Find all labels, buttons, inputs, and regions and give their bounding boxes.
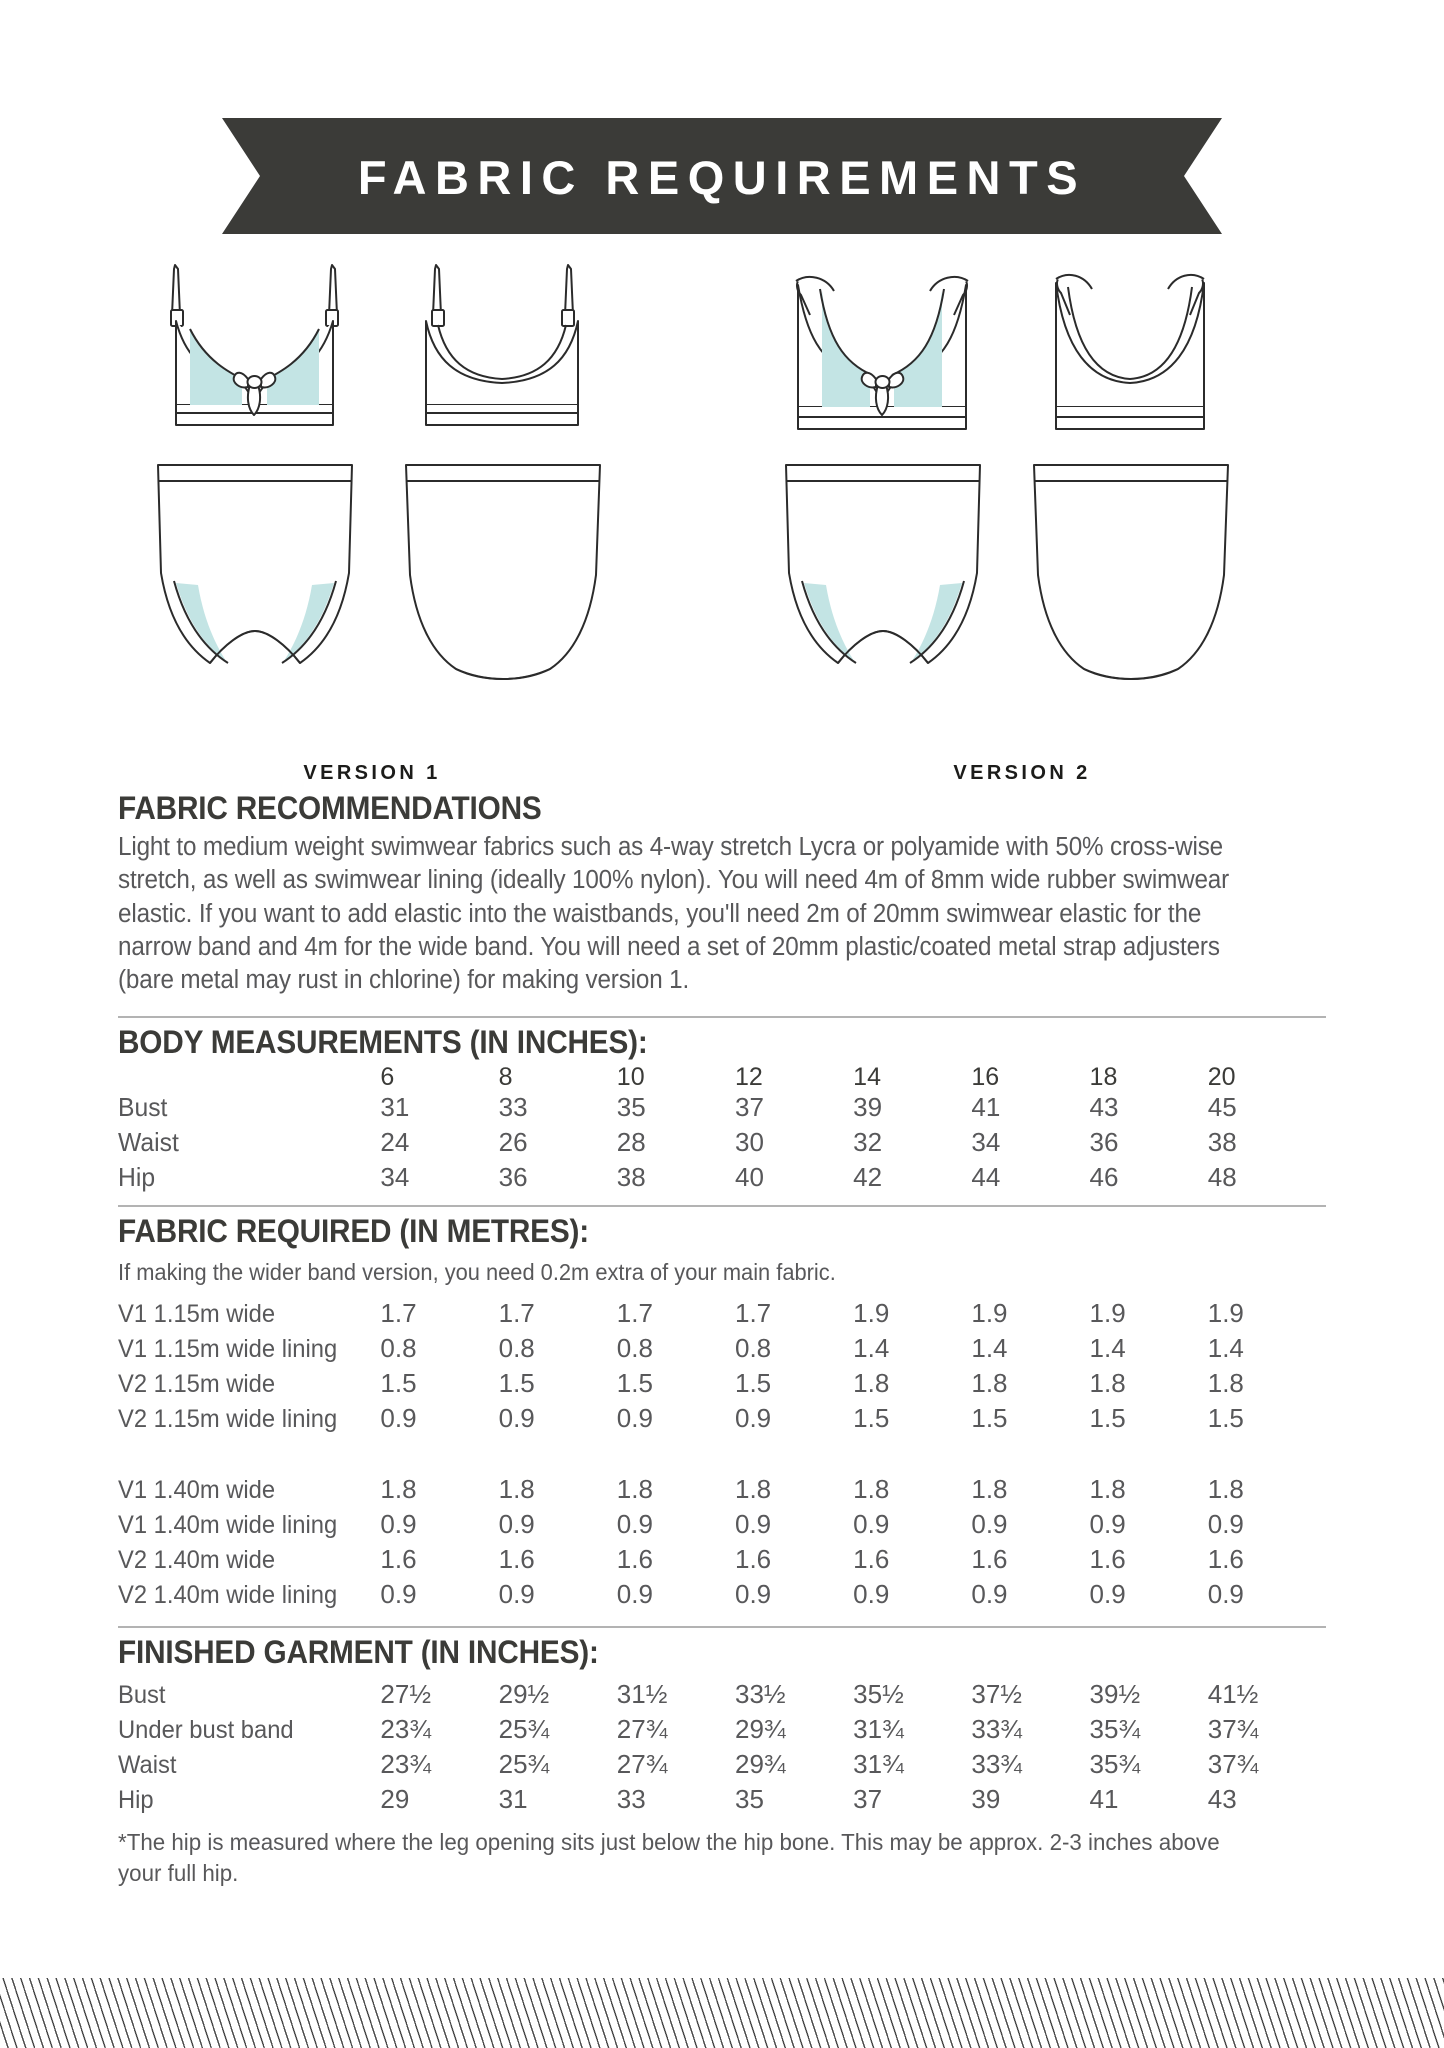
finished-garment-table: [118, 1679, 1326, 1819]
cell-value: 1.7: [380, 1298, 417, 1329]
size-header-blank: [118, 1063, 380, 1092]
fabric-recommendations-body: Light to medium weight swimwear fabrics such as 4-way stretch Lycra or polyamide with 50% cross-wise stretch, as well as swimwear lining (ideally 100% nylon). You will need 4m of 8mm wide rubber swimwear elastic. If you want to add elastic into the waistbands, you'll need 2m of 20mm swimwear elastic for the narrow band and 4m for the wide band. You will need a set of 20mm plastic/coated metal strap adjusters (bare metal may rust in chlorine) for making version 1.: [118, 832, 1230, 995]
cell-value: 37¾: [1207, 1749, 1259, 1780]
cell-value: 1.4: [1089, 1333, 1126, 1364]
cell-value: 42: [853, 1161, 883, 1192]
hip-measurement-footnote: *The hip is measured where the leg opening sits just below the hip bone. This may be approx. 2-3 inches above your full hip.: [118, 1829, 1220, 1886]
cell-value: 0.9: [1089, 1509, 1126, 1540]
cell-value: 43: [1089, 1091, 1119, 1122]
cell-value: 39: [853, 1091, 883, 1122]
cell-value: 27¾: [616, 1714, 668, 1745]
fabric-recommendations-heading: FABRIC RECOMMENDATIONS: [118, 790, 542, 826]
cell-value: 1.5: [380, 1368, 417, 1399]
cell-value: 29¾: [734, 1714, 786, 1745]
page-title: FABRIC REQUIREMENTS: [357, 150, 1087, 204]
row-label: V1 1.15m wide: [118, 1300, 276, 1329]
cell-value: 35½: [853, 1679, 904, 1710]
cell-value: 0.9: [498, 1403, 535, 1434]
row-label: V1 1.15m wide lining: [118, 1335, 338, 1364]
cell-value: 41½: [1207, 1679, 1259, 1710]
table-row: [118, 1403, 1326, 1438]
cell-value: 1.4: [853, 1333, 890, 1364]
table-row: [118, 1092, 1326, 1127]
fabric-required-note: If making the wider band version, you need 0.2m extra of your main fabric.: [118, 1259, 836, 1286]
cell-value: 41: [1089, 1784, 1119, 1815]
cell-value: 1.5: [616, 1368, 653, 1399]
cell-value: 0.9: [498, 1579, 535, 1610]
cell-value: 0.9: [616, 1579, 653, 1610]
cell-value: 1.9: [853, 1298, 890, 1329]
table-header-row: [118, 1063, 1326, 1092]
divider-above-body-measurements: [118, 1016, 1326, 1018]
cell-value: 1.5: [853, 1403, 890, 1434]
cell-value: 36: [498, 1161, 528, 1192]
cell-value: 48: [1207, 1161, 1237, 1192]
cell-value: 1.8: [853, 1368, 890, 1399]
cell-value: 38: [616, 1161, 646, 1192]
cell-value: 0.9: [853, 1509, 890, 1540]
version2-top-front-illustration: [758, 255, 1008, 455]
cell-value: 1.7: [616, 1298, 653, 1329]
table-row: [118, 1474, 1326, 1509]
cell-value: 0.8: [498, 1333, 535, 1364]
cell-value: 30: [734, 1126, 764, 1157]
row-label: V2 1.15m wide lining: [118, 1405, 338, 1434]
cell-value: 43: [1207, 1784, 1237, 1815]
cell-value: 1.8: [1207, 1474, 1244, 1505]
cell-value: 1.6: [1207, 1544, 1244, 1575]
cell-value: 1.6: [734, 1544, 772, 1575]
cell-value: 0.9: [1089, 1579, 1126, 1610]
cell-value: 1.8: [1207, 1368, 1244, 1399]
version1-top-back-illustration: [378, 255, 628, 455]
cell-value: 26: [498, 1126, 528, 1157]
cell-value: 37¾: [1207, 1714, 1259, 1745]
cell-value: 1.6: [1089, 1544, 1126, 1575]
cell-value: 1.8: [380, 1474, 417, 1505]
cell-value: 0.8: [616, 1333, 653, 1364]
cell-value: 1.4: [971, 1333, 1008, 1364]
cell-value: 33: [616, 1784, 646, 1815]
cell-value: 25¾: [498, 1749, 550, 1780]
table-row: [118, 1544, 1326, 1579]
cell-value: 1.8: [971, 1368, 1008, 1399]
cell-value: 29: [380, 1784, 410, 1815]
cell-value: 1.5: [498, 1368, 535, 1399]
cell-value: 35¾: [1089, 1714, 1141, 1745]
cell-value: 35¾: [1089, 1749, 1141, 1780]
cell-value: 1.8: [853, 1474, 890, 1505]
divider-above-fabric-required: [118, 1205, 1326, 1207]
cell-value: 33: [498, 1091, 528, 1122]
cell-value: 34: [380, 1161, 410, 1192]
cell-value: 37½: [971, 1679, 1022, 1710]
cell-value: 37: [853, 1784, 883, 1815]
cell-value: 46: [1089, 1161, 1119, 1192]
cell-value: 0.9: [616, 1509, 653, 1540]
cell-value: 37: [734, 1091, 764, 1122]
row-label: Hip: [118, 1161, 156, 1192]
cell-value: 0.9: [734, 1403, 772, 1434]
cell-value: 33¾: [971, 1714, 1022, 1745]
cell-value: 1.5: [1089, 1403, 1126, 1434]
cell-value: 1.6: [853, 1544, 890, 1575]
cell-value: 1.6: [971, 1544, 1008, 1575]
version1-top-front-illustration: [130, 255, 380, 455]
cell-value: 33½: [734, 1679, 786, 1710]
cell-value: 1.6: [616, 1544, 653, 1575]
cell-value: 44: [971, 1161, 1001, 1192]
version2-bottom-back-illustration: [1006, 455, 1256, 705]
cell-value: 1.8: [734, 1474, 772, 1505]
cell-value: 29¾: [734, 1749, 786, 1780]
cell-value: 0.8: [734, 1333, 772, 1364]
size-header: 16: [971, 1062, 1000, 1091]
cell-value: 33¾: [971, 1749, 1022, 1780]
row-label: Waist: [118, 1751, 177, 1780]
cell-value: 29½: [498, 1679, 550, 1710]
cell-value: 1.8: [1089, 1368, 1126, 1399]
cell-value: 31¾: [853, 1749, 904, 1780]
cell-value: 0.9: [1207, 1509, 1244, 1540]
cell-value: 38: [1207, 1126, 1237, 1157]
finished-garment-heading: FINISHED GARMENT (IN INCHES):: [118, 1634, 599, 1671]
version1-label: VERSION 1: [303, 762, 441, 784]
size-header: 8: [498, 1062, 513, 1091]
table-group-spacer: [118, 1438, 1326, 1474]
cell-value: 0.8: [380, 1333, 417, 1364]
cell-value: 45: [1207, 1091, 1237, 1122]
cell-value: 36: [1089, 1126, 1119, 1157]
cell-value: 0.9: [971, 1579, 1008, 1610]
cell-value: 32: [853, 1126, 883, 1157]
cell-value: 0.9: [853, 1579, 890, 1610]
table-row: [118, 1368, 1326, 1403]
table-row: [118, 1509, 1326, 1544]
cell-value: 0.9: [498, 1509, 535, 1540]
size-header: 14: [853, 1062, 881, 1091]
fabric-required-table: [118, 1298, 1326, 1614]
row-label: V1 1.40m wide: [118, 1476, 276, 1505]
table-row: [118, 1162, 1326, 1197]
size-header: 12: [734, 1062, 763, 1091]
cell-value: 39½: [1089, 1679, 1141, 1710]
size-header: 20: [1207, 1062, 1236, 1091]
version1-bottom-back-illustration: [378, 455, 628, 705]
size-header: 18: [1089, 1062, 1118, 1091]
cell-value: 27¾: [616, 1749, 668, 1780]
page-banner: [222, 118, 1222, 234]
cell-value: 25¾: [498, 1714, 550, 1745]
document-content: [118, 790, 1326, 1888]
table-row: [118, 1679, 1326, 1714]
garment-illustrations: [130, 255, 1320, 765]
table-row: [118, 1127, 1326, 1162]
row-label: V2 1.15m wide: [118, 1370, 276, 1399]
cell-value: 1.5: [734, 1368, 772, 1399]
cell-value: 1.7: [734, 1298, 772, 1329]
cell-value: 1.8: [1089, 1474, 1126, 1505]
table-row: [118, 1333, 1326, 1368]
cell-value: 35: [616, 1091, 646, 1122]
cell-value: 1.4: [1207, 1333, 1244, 1364]
cell-value: 31: [380, 1091, 410, 1122]
cell-value: 0.9: [380, 1579, 417, 1610]
table-row: [118, 1749, 1326, 1784]
row-label: Waist: [118, 1126, 179, 1157]
cell-value: 0.9: [734, 1509, 772, 1540]
cell-value: 0.9: [380, 1403, 417, 1434]
cell-value: 0.9: [734, 1579, 772, 1610]
divider-above-finished-garment: [118, 1626, 1326, 1628]
cell-value: 1.8: [971, 1474, 1008, 1505]
version2-bottom-front-illustration: [758, 455, 1008, 705]
fabric-required-heading: FABRIC REQUIRED (IN METRES):: [118, 1212, 589, 1249]
cell-value: 23¾: [380, 1749, 432, 1780]
cell-value: 0.9: [380, 1509, 417, 1540]
cell-value: 1.8: [616, 1474, 653, 1505]
cell-value: 1.5: [971, 1403, 1008, 1434]
cell-value: 1.8: [498, 1474, 535, 1505]
row-label: V2 1.40m wide lining: [118, 1581, 338, 1610]
cell-value: 23¾: [380, 1714, 432, 1745]
cell-value: 1.5: [1207, 1403, 1244, 1434]
row-label: Bust: [118, 1091, 168, 1122]
cell-value: 1.6: [380, 1544, 417, 1575]
cell-value: 28: [616, 1126, 646, 1157]
table-row: [118, 1298, 1326, 1333]
cell-value: 0.9: [971, 1509, 1008, 1540]
cell-value: 1.9: [971, 1298, 1008, 1329]
version2-label: VERSION 2: [953, 762, 1091, 784]
table-row: [118, 1714, 1326, 1749]
cell-value: 40: [734, 1161, 764, 1192]
cell-value: 31½: [616, 1679, 668, 1710]
cell-value: 34: [971, 1126, 1001, 1157]
cell-value: 31¾: [853, 1714, 904, 1745]
row-label: V1 1.40m wide lining: [118, 1511, 338, 1540]
bottom-stripe-band: [0, 1976, 1444, 2048]
row-label: Hip: [118, 1786, 154, 1815]
cell-value: 0.9: [1207, 1579, 1244, 1610]
size-header: 10: [616, 1062, 645, 1091]
row-label: Bust: [118, 1681, 166, 1710]
cell-value: 0.9: [616, 1403, 653, 1434]
table-row: [118, 1784, 1326, 1819]
size-header: 6: [380, 1062, 395, 1091]
cell-value: 39: [971, 1784, 1001, 1815]
version1-bottom-front-illustration: [130, 455, 380, 705]
cell-value: 24: [380, 1126, 410, 1157]
cell-value: 35: [734, 1784, 764, 1815]
cell-value: 31: [498, 1784, 528, 1815]
cell-value: 1.7: [498, 1298, 535, 1329]
cell-value: 1.9: [1207, 1298, 1244, 1329]
cell-value: 1.6: [498, 1544, 535, 1575]
cell-value: 27½: [380, 1679, 432, 1710]
table-row: [118, 1579, 1326, 1614]
row-label: Under bust band: [118, 1716, 294, 1745]
version2-top-back-illustration: [1006, 255, 1256, 455]
body-measurements-table: [118, 1063, 1326, 1197]
cell-value: 1.9: [1089, 1298, 1126, 1329]
row-label: V2 1.40m wide: [118, 1546, 276, 1575]
body-measurements-heading: BODY MEASUREMENTS (IN INCHES):: [118, 1023, 648, 1060]
cell-value: 41: [971, 1091, 1001, 1122]
